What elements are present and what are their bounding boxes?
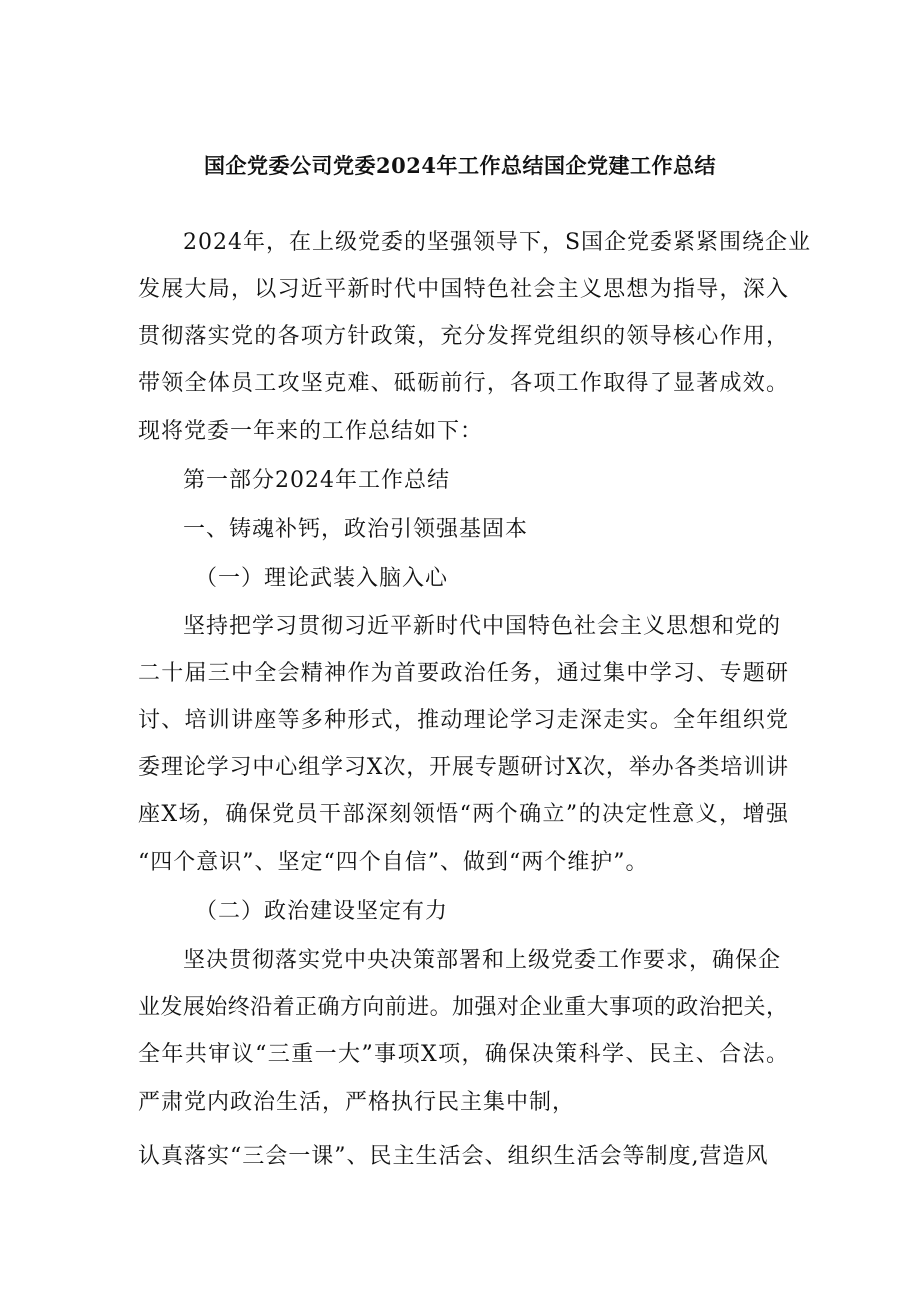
paragraph-line: 业发展始终沿着正确方向前进。加强对企业重大事项的政治把关， [138, 995, 788, 1020]
paragraph-line: 认真落实“三会一课”、民主生活会、组织生活会等制度,营造风 [138, 1144, 769, 1169]
paragraph-line: 讨、培训讲座等多种形式，推动理论学习走深走实。全年组织党 [138, 708, 788, 733]
subsection-heading: （二）政治建设坚定有力 [195, 899, 449, 924]
document-title: 国企党委公司党委2024年工作总结国企党建工作总结 [204, 153, 716, 178]
paragraph-line: 坚决贯彻落实党中央决策部署和上级党委工作要求，确保企 [183, 948, 782, 973]
subsection-heading: （一）理论武装入脑入心 [195, 566, 449, 591]
paragraph-line: 贯彻落实党的各项方针政策，充分发挥党组织的领导核心作用， [138, 324, 788, 349]
paragraph-line: 委理论学习中心组学习X次，开展专题研讨X次，举办各类培训讲 [138, 755, 788, 780]
section-heading: 一、铸魂补钙，政治引领强基固本 [183, 517, 529, 542]
paragraph-line: “四个意识”、坚定“四个自信”、做到“两个维护”。 [138, 850, 649, 875]
paragraph-line: 2024年，在上级党委的坚强领导下，S国企党委紧紧围绕企业 [183, 230, 812, 255]
paragraph-line: 座X场，确保党员干部深刻领悟“两个确立”的决定性意义，增强 [138, 802, 788, 827]
paragraph-line: 全年共审议“三重一大”事项X项，确保决策科学、民主、合法。 [138, 1042, 788, 1067]
paragraph-line: 发展大局，以习近平新时代中国特色社会主义思想为指导，深入 [138, 277, 788, 302]
paragraph-line: 现将党委一年来的工作总结如下： [138, 419, 484, 444]
paragraph-line: 二十届三中全会精神作为首要政治任务，通过集中学习、专题研 [138, 661, 788, 686]
part-heading: 第一部分2024年工作总结 [183, 468, 450, 493]
paragraph-line: 带领全体员工攻坚克难、砥砺前行，各项工作取得了显著成效。 [138, 371, 788, 396]
paragraph-line: 严肃党内政治生活，严格执行民主集中制， [138, 1090, 576, 1115]
paragraph-line: 坚持把学习贯彻习近平新时代中国特色社会主义思想和党的 [183, 614, 782, 639]
